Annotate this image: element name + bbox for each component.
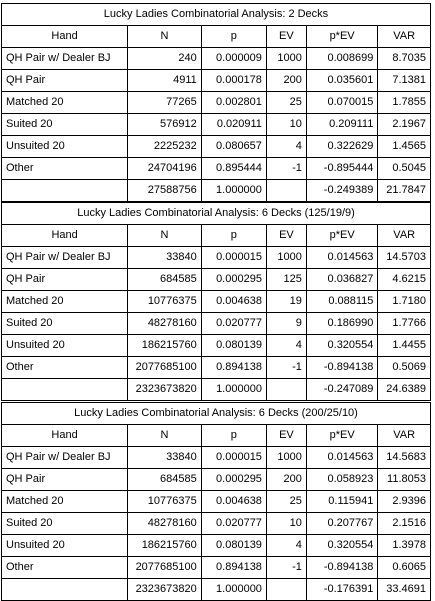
table-cell[interactable]: 4 bbox=[266, 335, 306, 357]
analysis-table bbox=[1, 3, 431, 202]
table-cell[interactable]: -1 bbox=[266, 557, 306, 579]
table-header-row bbox=[2, 425, 431, 447]
table-cell[interactable]: 0.000178 bbox=[201, 70, 266, 92]
table-cell[interactable]: 1.000000 bbox=[201, 180, 266, 202]
table-cell[interactable]: 0.036827 bbox=[306, 269, 378, 291]
table-cell[interactable]: 1000 bbox=[266, 247, 306, 269]
table-cell[interactable]: 0.020911 bbox=[201, 114, 266, 136]
table-cell[interactable]: 1.4565 bbox=[378, 136, 431, 158]
column-header[interactable]: EV bbox=[266, 225, 306, 247]
table-cell[interactable]: 27588756 bbox=[128, 180, 202, 202]
table-cell[interactable] bbox=[2, 579, 128, 601]
table-cell[interactable]: Matched 20 bbox=[2, 291, 128, 313]
table-cell[interactable]: 24.6389 bbox=[378, 379, 431, 401]
table-title[interactable]: Lucky Ladies Combinatorial Analysis: 2 Decks bbox=[2, 4, 431, 26]
table-cell[interactable]: QH Pair bbox=[2, 469, 128, 491]
table-row bbox=[2, 469, 431, 491]
table-row bbox=[2, 247, 431, 269]
table-cell[interactable]: -0.176391 bbox=[306, 579, 377, 601]
column-header[interactable]: VAR bbox=[378, 425, 431, 447]
table-cell[interactable]: 1.7180 bbox=[378, 291, 431, 313]
table-cell[interactable]: -0.247089 bbox=[306, 379, 378, 401]
column-header[interactable]: p bbox=[201, 425, 266, 447]
table-cell[interactable]: 4 bbox=[266, 136, 306, 158]
table-cell[interactable]: Unsuited 20 bbox=[2, 335, 128, 357]
table-cell[interactable]: Matched 20 bbox=[2, 491, 128, 513]
table-cell[interactable]: 1000 bbox=[266, 48, 306, 70]
table-cell[interactable]: 0.000295 bbox=[201, 269, 266, 291]
table-cell[interactable]: 10 bbox=[266, 513, 306, 535]
table-cell[interactable] bbox=[2, 180, 128, 202]
table-cell[interactable]: -0.249389 bbox=[306, 180, 377, 202]
total-row bbox=[2, 180, 431, 202]
table-cell[interactable]: 1.4455 bbox=[378, 335, 431, 357]
table-row bbox=[2, 513, 431, 535]
table-cell[interactable]: 0.008699 bbox=[306, 48, 377, 70]
table-row bbox=[2, 447, 431, 469]
table-cell[interactable]: 0.058923 bbox=[306, 469, 377, 491]
table-cell[interactable]: -0.894138 bbox=[306, 557, 377, 579]
table-cell[interactable]: 14.5703 bbox=[378, 247, 431, 269]
table-row bbox=[2, 335, 431, 357]
table-cell[interactable]: 1.7855 bbox=[378, 92, 431, 114]
table-cell[interactable]: 14.5683 bbox=[378, 447, 431, 469]
table-title[interactable]: Lucky Ladies Combinatorial Analysis: 6 Decks (200/25/10) bbox=[2, 403, 431, 425]
table-row bbox=[2, 557, 431, 579]
table-cell[interactable]: QH Pair w/ Dealer BJ bbox=[2, 447, 128, 469]
table-cell[interactable]: 0.080139 bbox=[201, 535, 266, 557]
table-cell[interactable]: Unsuited 20 bbox=[2, 535, 128, 557]
table-cell[interactable]: 10776375 bbox=[128, 291, 202, 313]
table-cell[interactable]: 0.894138 bbox=[201, 557, 266, 579]
table-cell[interactable]: 1.000000 bbox=[201, 579, 266, 601]
table-cell[interactable]: 0.004638 bbox=[201, 291, 266, 313]
table-cell[interactable]: 2077685100 bbox=[128, 557, 202, 579]
table-cell[interactable]: 1.000000 bbox=[201, 379, 266, 401]
table-cell[interactable]: 0.000015 bbox=[201, 447, 266, 469]
table-cell[interactable]: 25 bbox=[266, 92, 306, 114]
table-cell[interactable]: 2225232 bbox=[128, 136, 202, 158]
table-cell[interactable]: 1000 bbox=[266, 447, 306, 469]
table-cell[interactable]: 2.1516 bbox=[378, 513, 431, 535]
table-cell[interactable]: 1.7766 bbox=[378, 313, 431, 335]
table-cell[interactable]: 0.5045 bbox=[378, 158, 431, 180]
table-cell[interactable]: QH Pair w/ Dealer BJ bbox=[2, 48, 128, 70]
table-cell[interactable]: 0.080139 bbox=[201, 335, 266, 357]
table-row bbox=[2, 70, 431, 92]
table-cell[interactable]: 0.895444 bbox=[201, 158, 266, 180]
column-header[interactable]: Hand bbox=[2, 225, 128, 247]
table-cell[interactable]: 0.002801 bbox=[201, 92, 266, 114]
table-cell[interactable]: -0.895444 bbox=[306, 158, 377, 180]
table-row bbox=[2, 158, 431, 180]
table-row bbox=[2, 357, 431, 379]
column-header[interactable]: EV bbox=[266, 26, 306, 48]
table-cell[interactable]: 200 bbox=[266, 469, 306, 491]
table-row bbox=[2, 491, 431, 513]
table-cell[interactable]: 33840 bbox=[128, 447, 202, 469]
column-header[interactable]: Hand bbox=[2, 425, 128, 447]
table-cell[interactable]: QH Pair w/ Dealer BJ bbox=[2, 247, 128, 269]
table-cell[interactable]: Matched 20 bbox=[2, 92, 128, 114]
table-row bbox=[2, 48, 431, 70]
table-cell[interactable]: 4911 bbox=[128, 70, 202, 92]
table-title[interactable]: Lucky Ladies Combinatorial Analysis: 6 Decks (125/19/9) bbox=[2, 203, 431, 225]
table-cell[interactable]: 0.207767 bbox=[306, 513, 377, 535]
table-row bbox=[2, 136, 431, 158]
table-cell[interactable]: 200 bbox=[266, 70, 306, 92]
table-cell[interactable]: Suited 20 bbox=[2, 513, 128, 535]
analysis-table bbox=[1, 402, 431, 601]
table-cell[interactable]: Suited 20 bbox=[2, 313, 128, 335]
table-cell[interactable]: 11.8053 bbox=[378, 469, 431, 491]
total-row bbox=[2, 379, 431, 401]
table-cell[interactable]: 48278160 bbox=[128, 513, 202, 535]
table-cell[interactable]: 2077685100 bbox=[128, 357, 202, 379]
table-cell[interactable]: 0.320554 bbox=[306, 535, 377, 557]
table-cell[interactable]: 2.9396 bbox=[378, 491, 431, 513]
table-cell[interactable]: 0.894138 bbox=[201, 357, 266, 379]
table-cell[interactable]: 0.186990 bbox=[306, 313, 378, 335]
table-cell[interactable]: 186215760 bbox=[128, 535, 202, 557]
table-cell[interactable]: 0.322629 bbox=[306, 136, 377, 158]
table-cell[interactable]: 33.4691 bbox=[378, 579, 431, 601]
table-cell[interactable]: 0.088115 bbox=[306, 291, 378, 313]
table-row bbox=[2, 269, 431, 291]
table-cell[interactable]: Unsuited 20 bbox=[2, 136, 128, 158]
table-cell[interactable]: 2323673820 bbox=[128, 579, 202, 601]
table-cell[interactable]: 10 bbox=[266, 114, 306, 136]
column-header[interactable]: EV bbox=[266, 425, 306, 447]
column-header[interactable]: p*EV bbox=[306, 425, 377, 447]
column-header[interactable]: N bbox=[128, 225, 202, 247]
table-cell[interactable] bbox=[2, 379, 128, 401]
table-cell[interactable] bbox=[266, 379, 306, 401]
table-cell[interactable]: QH Pair bbox=[2, 269, 128, 291]
table-title-row bbox=[2, 403, 431, 425]
table-cell[interactable] bbox=[266, 579, 306, 601]
table-cell[interactable]: 125 bbox=[266, 269, 306, 291]
table-cell[interactable]: 0.020777 bbox=[201, 313, 266, 335]
table-cell[interactable]: 0.020777 bbox=[201, 513, 266, 535]
table-cell[interactable]: 0.004638 bbox=[201, 491, 266, 513]
table-cell[interactable]: 0.5069 bbox=[378, 357, 431, 379]
table-cell[interactable] bbox=[266, 180, 306, 202]
table-cell[interactable]: Other bbox=[2, 557, 128, 579]
table-cell[interactable]: 25 bbox=[266, 491, 306, 513]
table-cell[interactable]: 48278160 bbox=[128, 313, 202, 335]
column-header[interactable]: VAR bbox=[378, 225, 431, 247]
table-cell[interactable]: Suited 20 bbox=[2, 114, 128, 136]
table-cell[interactable]: 8.7035 bbox=[378, 48, 431, 70]
table-cell[interactable]: -1 bbox=[266, 357, 306, 379]
table-cell[interactable]: Other bbox=[2, 357, 128, 379]
column-header[interactable]: p bbox=[201, 26, 266, 48]
table-row bbox=[2, 291, 431, 313]
table-cell[interactable]: -1 bbox=[266, 158, 306, 180]
table-cell[interactable]: 24704196 bbox=[128, 158, 202, 180]
table-cell[interactable]: 240 bbox=[128, 48, 202, 70]
table-cell[interactable]: 4.6215 bbox=[378, 269, 431, 291]
table-cell[interactable]: 0.080657 bbox=[201, 136, 266, 158]
table-cell[interactable]: 576912 bbox=[128, 114, 202, 136]
table-cell[interactable]: QH Pair bbox=[2, 70, 128, 92]
table-cell[interactable]: 4 bbox=[266, 535, 306, 557]
table-cell[interactable]: 21.7847 bbox=[378, 180, 431, 202]
table-cell[interactable]: 10776375 bbox=[128, 491, 202, 513]
table-cell[interactable]: 0.115941 bbox=[306, 491, 377, 513]
table-cell[interactable]: 77265 bbox=[128, 92, 202, 114]
table-cell[interactable]: 33840 bbox=[128, 247, 202, 269]
table-cell[interactable]: 19 bbox=[266, 291, 306, 313]
table-title-row bbox=[2, 203, 431, 225]
table-row bbox=[2, 535, 431, 557]
table-cell[interactable]: 684585 bbox=[128, 269, 202, 291]
table-row bbox=[2, 313, 431, 335]
table-cell[interactable]: 9 bbox=[266, 313, 306, 335]
table-header-row bbox=[2, 225, 431, 247]
table-cell[interactable]: 0.070015 bbox=[306, 92, 377, 114]
table-cell[interactable]: 2.1967 bbox=[378, 114, 431, 136]
table-cell[interactable]: Other bbox=[2, 158, 128, 180]
table-header-row bbox=[2, 26, 431, 48]
table-cell[interactable]: 684585 bbox=[128, 469, 202, 491]
column-header[interactable]: N bbox=[128, 26, 202, 48]
table-cell[interactable]: 2323673820 bbox=[128, 379, 202, 401]
column-header[interactable]: VAR bbox=[378, 26, 431, 48]
table-cell[interactable]: 186215760 bbox=[128, 335, 202, 357]
table-cell[interactable]: 0.014563 bbox=[306, 447, 377, 469]
column-header[interactable]: p bbox=[201, 225, 266, 247]
table-cell[interactable]: 0.000295 bbox=[201, 469, 266, 491]
column-header[interactable]: p*EV bbox=[306, 225, 378, 247]
table-row bbox=[2, 114, 431, 136]
table-cell[interactable]: 0.6065 bbox=[378, 557, 431, 579]
table-row bbox=[2, 92, 431, 114]
table-cell[interactable]: 0.320554 bbox=[306, 335, 378, 357]
table-cell[interactable]: -0.894138 bbox=[306, 357, 378, 379]
table-cell[interactable]: 0.014563 bbox=[306, 247, 378, 269]
table-title-row bbox=[2, 4, 431, 26]
table-cell[interactable]: 0.000009 bbox=[201, 48, 266, 70]
column-header[interactable]: p*EV bbox=[306, 26, 377, 48]
analysis-table bbox=[1, 202, 431, 401]
column-header[interactable]: Hand bbox=[2, 26, 128, 48]
table-cell[interactable]: 1.3978 bbox=[378, 535, 431, 557]
table-cell[interactable]: 7.1381 bbox=[378, 70, 431, 92]
column-header[interactable]: N bbox=[128, 425, 202, 447]
total-row bbox=[2, 579, 431, 601]
table-cell[interactable]: 0.209111 bbox=[306, 114, 377, 136]
table-cell[interactable]: 0.035601 bbox=[306, 70, 377, 92]
table-cell[interactable]: 0.000015 bbox=[201, 247, 266, 269]
